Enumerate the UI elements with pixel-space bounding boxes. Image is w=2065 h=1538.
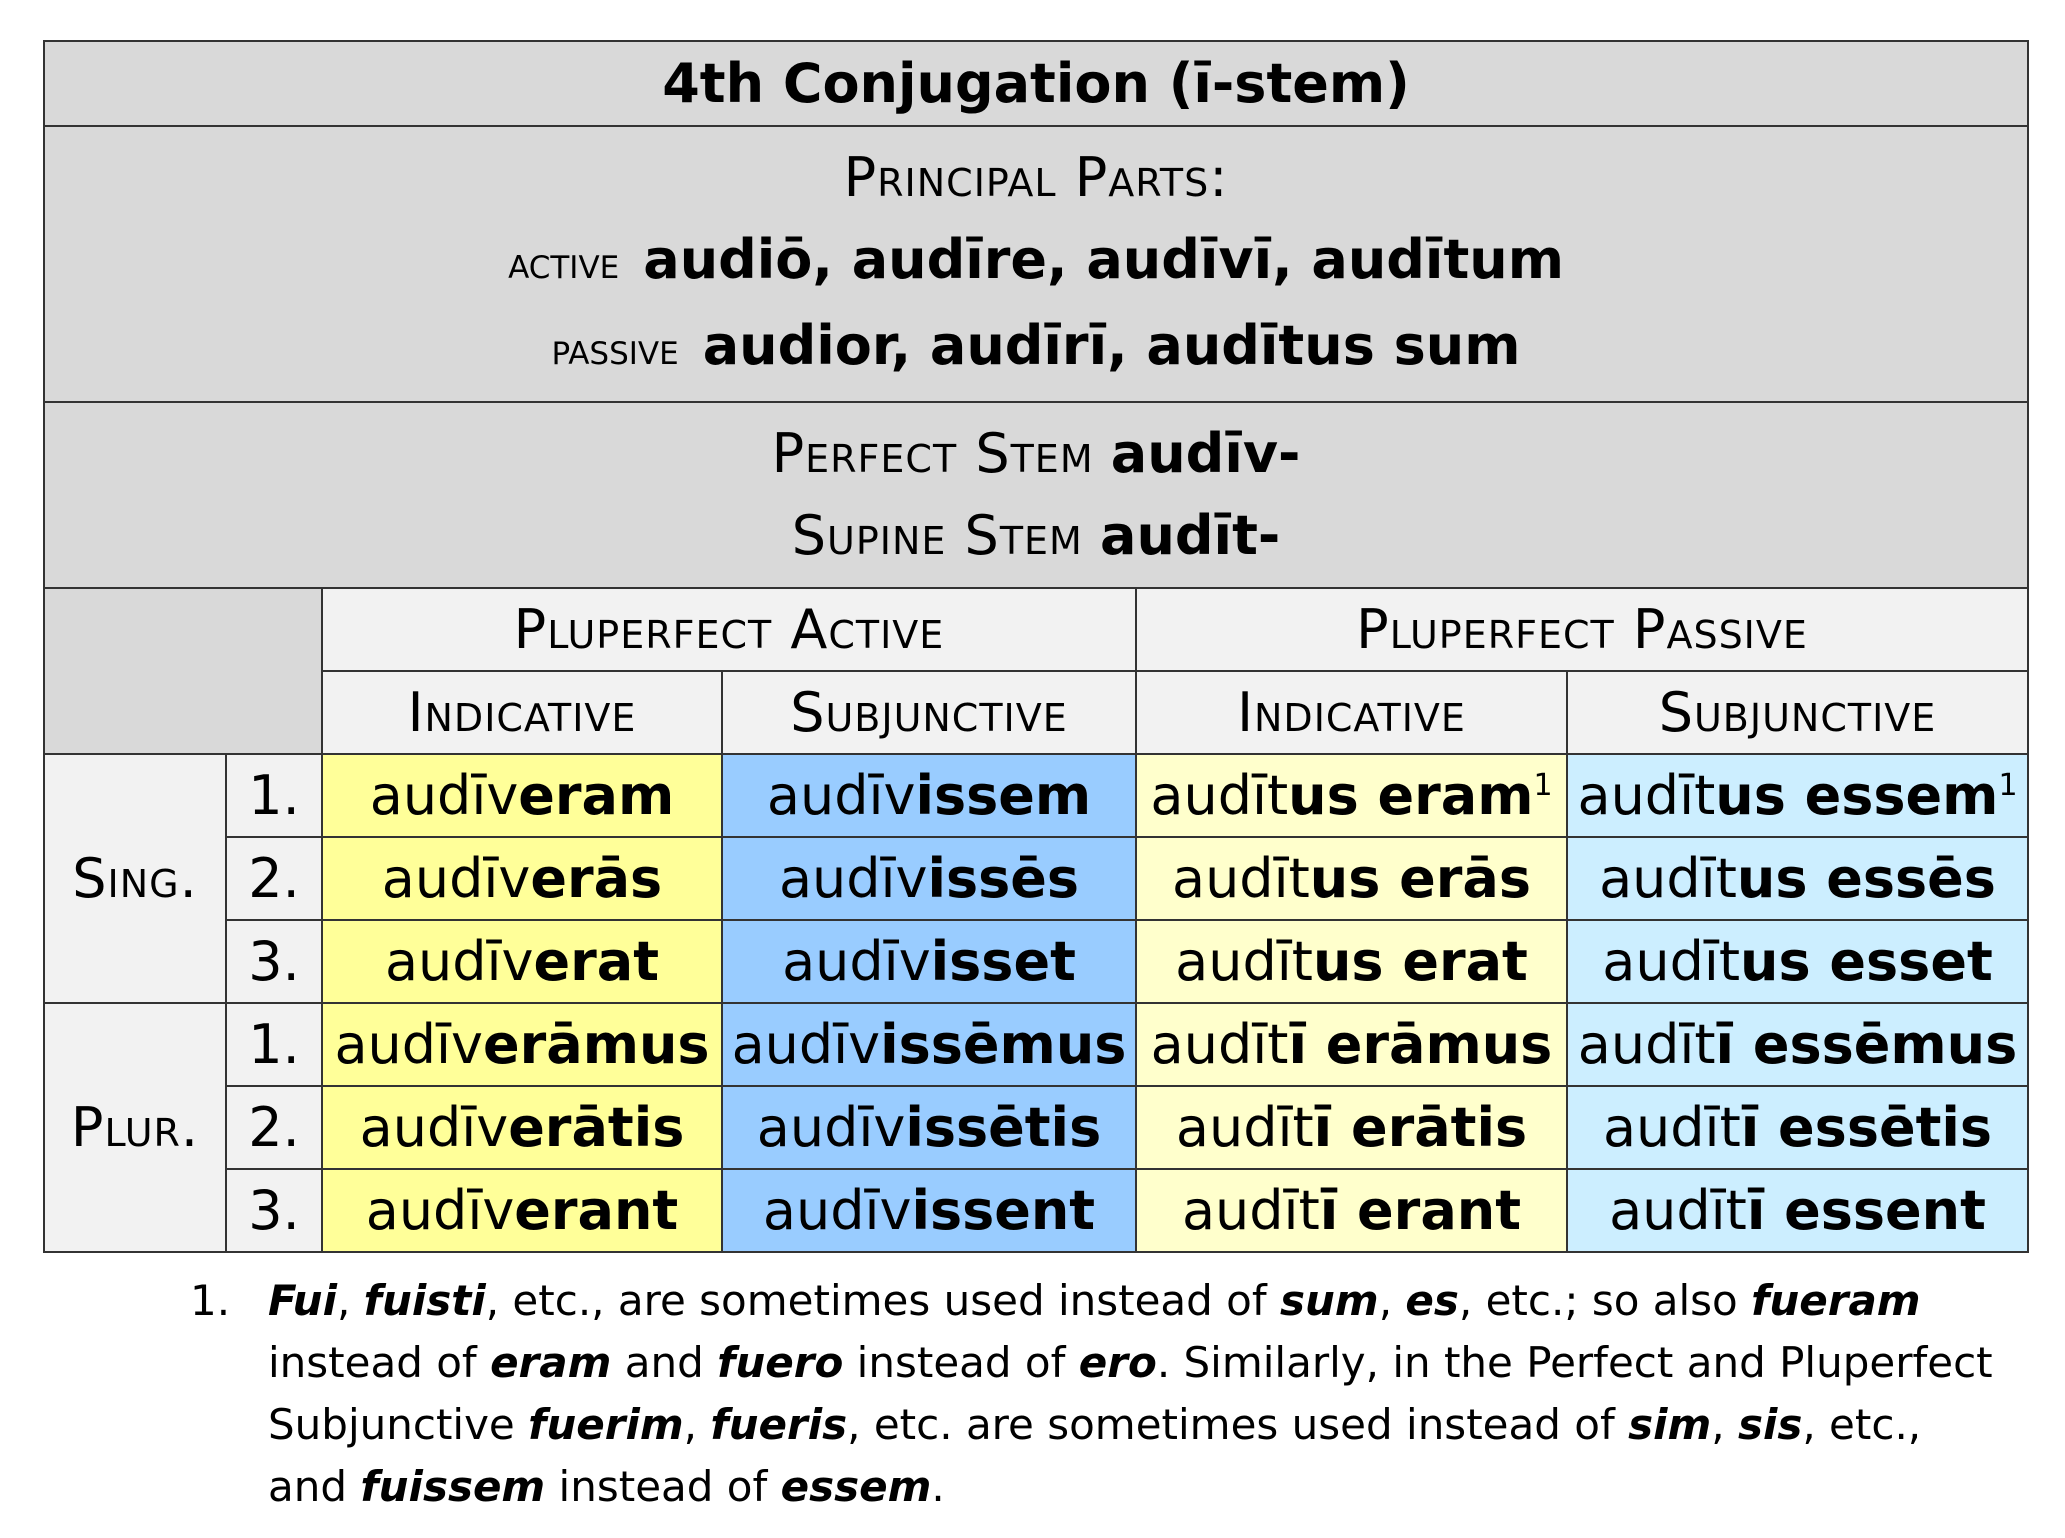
supine-stem-value: audīt- [1100, 504, 1281, 567]
table-row [44, 837, 2028, 920]
perfect-stem-label: Perfect Stem [771, 422, 1094, 485]
col-active-indicative: Indicative [322, 671, 722, 754]
form-ending: us eram [1288, 763, 1534, 827]
active-indicative-form [322, 1086, 722, 1169]
form-ending: issētis [905, 1095, 1102, 1159]
supine-stem-line [45, 495, 2027, 577]
person-number: 2. [226, 837, 322, 920]
form-ending: issēmus [880, 1012, 1127, 1076]
footnote-term: sum [1280, 1276, 1379, 1325]
form-stem: audīt [1175, 1095, 1314, 1159]
form-stem: audīt [1175, 929, 1313, 993]
passive-subjunctive-form [1567, 1086, 2028, 1169]
form-stem: audīv [762, 1178, 912, 1242]
form-ending: issem [915, 763, 1092, 827]
footnote-segment: , [1378, 1276, 1406, 1325]
form-ending: erat [533, 929, 660, 993]
table-row [44, 754, 2028, 837]
col-group-passive: Pluperfect Passive [1136, 588, 2028, 671]
footnote-segment: . Similarly, in the Perfect and Pluperfect Subjunctive [268, 1338, 1993, 1449]
form-stem: audīt [1171, 846, 1310, 910]
col-passive-subjunctive: Subjunctive [1567, 671, 2028, 754]
form-ending: ī erātis [1313, 1095, 1528, 1159]
table-row [44, 1086, 2028, 1169]
footnote-segment: , etc.; so also [1458, 1276, 1752, 1325]
passive-subjunctive-form [1567, 1169, 2028, 1252]
active-indicative-form [322, 1003, 722, 1086]
conjugation-table-wrap [43, 40, 2027, 1253]
form-stem: audīv [334, 1012, 483, 1076]
footnote-number: 1. [190, 1276, 231, 1325]
active-tag: active [508, 238, 620, 289]
active-subjunctive-form [722, 920, 1136, 1003]
active-indicative-form [322, 754, 722, 837]
form-stem: audīv [384, 929, 534, 993]
footnote-text [268, 1270, 2010, 1518]
active-forms: audiō, audīre, audīvī, audītum [643, 228, 1564, 291]
form-ending: erāmus [483, 1012, 710, 1076]
form-stem: audīv [365, 1178, 515, 1242]
table-row [44, 1003, 2028, 1086]
footnote-segment: , etc., and [268, 1400, 1922, 1511]
form-ending: erātis [508, 1095, 685, 1159]
form-stem: audīt [1602, 929, 1741, 993]
form-ending: eram [518, 763, 675, 827]
form-ending: issent [911, 1178, 1096, 1242]
person-number: 1. [226, 1003, 322, 1086]
form-stem: audīv [756, 1095, 906, 1159]
footnote-term: es [1405, 1276, 1459, 1325]
footnote-term: fueris [710, 1400, 848, 1449]
col-group-active: Pluperfect Active [322, 588, 1136, 671]
form-ending: issēs [927, 846, 1080, 910]
form-stem: audīv [731, 1012, 881, 1076]
form-ending: ī erant [1319, 1178, 1522, 1242]
perfect-stem-value: audīv- [1110, 422, 1301, 485]
conjugation-table [43, 40, 2029, 1253]
stems-block [44, 402, 2028, 588]
form-ending: isset [930, 929, 1076, 993]
form-stem: audīt [1599, 846, 1737, 910]
passive-indicative-form [1136, 754, 1567, 837]
form-rows [44, 754, 2028, 1252]
active-subjunctive-form [722, 1003, 1136, 1086]
passive-tag: passive [551, 324, 679, 375]
active-indicative-form [322, 1169, 722, 1252]
footnote-term: fuisti [363, 1276, 486, 1325]
form-stem: audīv [766, 763, 916, 827]
passive-indicative-form [1136, 920, 1567, 1003]
form-stem: audīt [1577, 1012, 1716, 1076]
active-subjunctive-form [722, 754, 1136, 837]
footnote-term: fuero [717, 1338, 844, 1387]
footnote-segment: , [683, 1400, 711, 1449]
passive-parts-line [45, 305, 2027, 391]
footnote-marker: 1 [1998, 767, 2018, 803]
form-ending: us essem [1715, 763, 1999, 827]
perfect-stem-line [45, 413, 2027, 495]
footnote-term: sim [1628, 1400, 1712, 1449]
form-stem: audīt [1150, 1012, 1289, 1076]
form-ending: erant [514, 1178, 679, 1242]
footnote-segment: , [336, 1276, 364, 1325]
form-ending: us erās [1309, 846, 1531, 910]
active-subjunctive-form [722, 1086, 1136, 1169]
footnote-segment: . [931, 1462, 945, 1511]
active-subjunctive-form [722, 837, 1136, 920]
footnote-term: eram [490, 1338, 612, 1387]
form-stem: audīv [359, 1095, 509, 1159]
form-stem: audīt [1181, 1178, 1320, 1242]
group-singular: Sing. [44, 754, 226, 1003]
footnote-term: sis [1737, 1400, 1803, 1449]
footnote-term: essem [780, 1462, 932, 1511]
active-indicative-form [322, 920, 722, 1003]
footnote-term: ero [1078, 1338, 1157, 1387]
footnote-segment: instead of [268, 1338, 491, 1387]
active-parts-line [45, 219, 2027, 305]
principal-parts-heading: Principal Parts: [843, 146, 1229, 209]
passive-forms: audior, audīrī, audītus sum [702, 314, 1521, 377]
form-stem: audīv [369, 763, 519, 827]
col-active-subjunctive: Subjunctive [722, 671, 1136, 754]
supine-stem-label: Supine Stem [791, 504, 1083, 567]
form-ending: ī essēmus [1715, 1012, 2018, 1076]
passive-indicative-form [1136, 1003, 1567, 1086]
passive-indicative-form [1136, 1169, 1567, 1252]
principal-parts-block [44, 126, 2028, 402]
footnote-marker: 1 [1533, 767, 1553, 803]
active-indicative-form [322, 837, 722, 920]
passive-subjunctive-form [1567, 837, 2028, 920]
form-stem: audīv [782, 929, 931, 993]
corner-cell [44, 588, 322, 754]
form-stem: audīv [778, 846, 928, 910]
table-row [44, 1169, 2028, 1252]
passive-subjunctive-form [1567, 1003, 2028, 1086]
form-ending: us esset [1740, 929, 1993, 993]
form-stem: audīt [1602, 1095, 1741, 1159]
person-number: 3. [226, 920, 322, 1003]
form-ending: ī essētis [1740, 1095, 1993, 1159]
group-plural: Plur. [44, 1003, 226, 1252]
table-title: 4th Conjugation (ī-stem) [44, 41, 2028, 126]
footnote-segment: and [611, 1338, 718, 1387]
form-stem: audīt [1609, 1178, 1747, 1242]
active-subjunctive-form [722, 1169, 1136, 1252]
form-stem: audīt [1150, 763, 1289, 827]
form-ending: us erat [1312, 929, 1528, 993]
footnote-segment: , etc., are sometimes used instead of [485, 1276, 1281, 1325]
footnote-segment: , [1711, 1400, 1738, 1449]
footnote-segment: instead of [545, 1462, 781, 1511]
footnote-segment: instead of [843, 1338, 1079, 1387]
footnote-segment: , etc. are sometimes used instead of [847, 1400, 1629, 1449]
person-number: 2. [226, 1086, 322, 1169]
person-number: 1. [226, 754, 322, 837]
passive-indicative-form [1136, 837, 1567, 920]
passive-subjunctive-form [1567, 920, 2028, 1003]
col-passive-indicative: Indicative [1136, 671, 1567, 754]
passive-indicative-form [1136, 1086, 1567, 1169]
form-ending: ī erāmus [1288, 1012, 1553, 1076]
person-number: 3. [226, 1169, 322, 1252]
footnote-term: fuerim [528, 1400, 684, 1449]
footnote-term: Fui [268, 1276, 337, 1325]
passive-subjunctive-form [1567, 754, 2028, 837]
form-ending: erās [530, 846, 663, 910]
form-ending: us essēs [1736, 846, 1996, 910]
footnote [190, 1270, 2010, 1518]
form-ending: ī essent [1746, 1178, 1986, 1242]
form-stem: audīt [1577, 763, 1716, 827]
form-stem: audīv [381, 846, 531, 910]
footnote-term: fuissem [360, 1462, 546, 1511]
table-row [44, 920, 2028, 1003]
footnote-term: fueram [1751, 1276, 1921, 1325]
